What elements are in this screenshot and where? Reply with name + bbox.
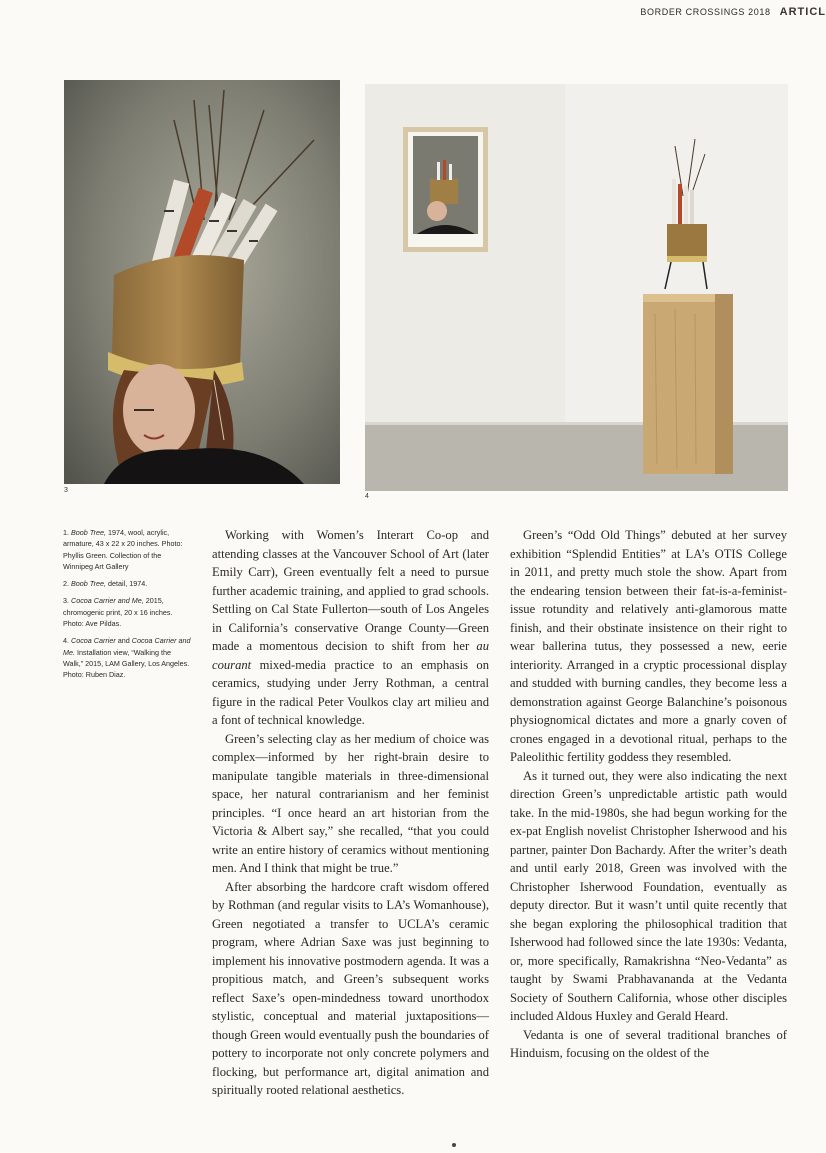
caption-4: 4. Cocoa Carrier and Cocoa Carrier and Me. Installation view, “Walking the Walk,” 2015, LAM Gallery, Los Angeles. Photo: Ruben Diaz.: [63, 636, 191, 680]
figure-3-photo: [64, 80, 340, 484]
page-marker: [452, 1143, 456, 1147]
figure-4-photo: [365, 84, 788, 491]
caption-3: 3. Cocoa Carrier and Me, 2015, chromogenic print, 20 x 16 inches. Photo: Ave Pildas.: [63, 596, 173, 629]
paragraph: Green’s “Odd Old Things” debuted at her survey exhibition “Splendid Entities” at LA’s OTIS College in 2011, and pretty much stole the show. Apart from the endearing tension between their fat-is-a-feminist-issue rotundity and relatively anti-glamorous matte finish, and their obstinate insistence on their right to wear ballerina tutus, they possessed a new, eerie interiority. Arranged in a cryptic processional display and studded with burning candles, they become less a demonstration against George Balanchine’s poisonous physiognomical dictates and more a gnarly coven of crones engaged in a devotional ritual, perhaps to the Paleolithic fertility goddess they resembled.: [510, 528, 787, 764]
caption-2: 2. Boob Tree, detail, 1974.: [63, 579, 148, 589]
section-label: ARTICL: [779, 6, 826, 18]
publication-name: BORDER CROSSINGS 2018: [640, 7, 771, 17]
body-column-1: [212, 526, 489, 1100]
caption-1: 1. Boob Tree, 1974, wool, acrylic, armature, 43 x 22 x 20 inches. Photo: Phyllis Green. Collection of the Winnipeg Art Gallery: [63, 528, 183, 571]
running-header: [640, 6, 826, 22]
paragraph: Working with Women’s Interart Co-op and attending classes at the Vancouver School of Art (later Emily Carr), Green eventually felt a need to pursue further academic training, and applied to grad schools. Settling on Cal State Fullerton—south of Los Angeles in California’s conservative Orange County—Green made a momentous decision to shift from her au courant mixed-media practice to an emphasis on ceramics, studying under Jerry Rothman, a central figure in the radical Peter Voulkos clay art milieu and a font of technical knowledge.: [212, 528, 489, 727]
figure-captions: [63, 527, 193, 687]
figure-4-number: 4: [365, 493, 369, 500]
paragraph: Vedanta is one of several traditional branches of Hinduism, focusing on the oldest of the: [510, 1027, 787, 1060]
paragraph: After absorbing the hardcore craft wisdom offered by Rothman (and regular visits to LA’s Womanhouse), Green negotiated a transfer to UCLA’s ceramic program, where Adrian Saxe was just beginning to implement his innovative postmodern agenda. It was a propitious match, and Green’s subsequent works reflect Saxe’s open-mindedness toward unorthodox stylistic, conceptual and material juxtapositions—though Green would eventually push the boundaries of pottery to incorporate not only concrete polymers and flocking, but performance art, digital animation and spiritually rooted relational aesthetics.: [212, 879, 489, 1097]
figure-3-number: 3: [64, 487, 68, 494]
body-column-2: [510, 526, 787, 1063]
paragraph: As it turned out, they were also indicating the next direction Green’s unpredictable artistic path would take. In the mid-1980s, she had begun working for the ex-pat English novelist Christopher Isherwood and his partner, painter Don Bachardy. After the writer’s death and until early 2018, Green was involved with the Christopher Isherwood Foundation, eventually as deputy director. But it wasn’t until quite recently that she began exploring the philosophical tradition that Isherwood had followed since the late 1930s: Vedanta, or, more specifically, Ramakrishna “Neo-Vedanta” as taught by Swami Prabhavananda at the Vedanta Society of Southern California, whose other disciples included Aldous Huxley and Gerald Heard.: [510, 768, 787, 1023]
paragraph: Green’s selecting clay as her medium of choice was complex—informed by her right-brain desire to manipulate tangible materials in three-dimensional space, her natural contrarianism and her feminist principles. “I once heard an art historian from the Victoria & Albert say,” she recalled, “that you could write an entire history of ceramics without mentioning men. And I think that might be true.”: [212, 731, 489, 875]
